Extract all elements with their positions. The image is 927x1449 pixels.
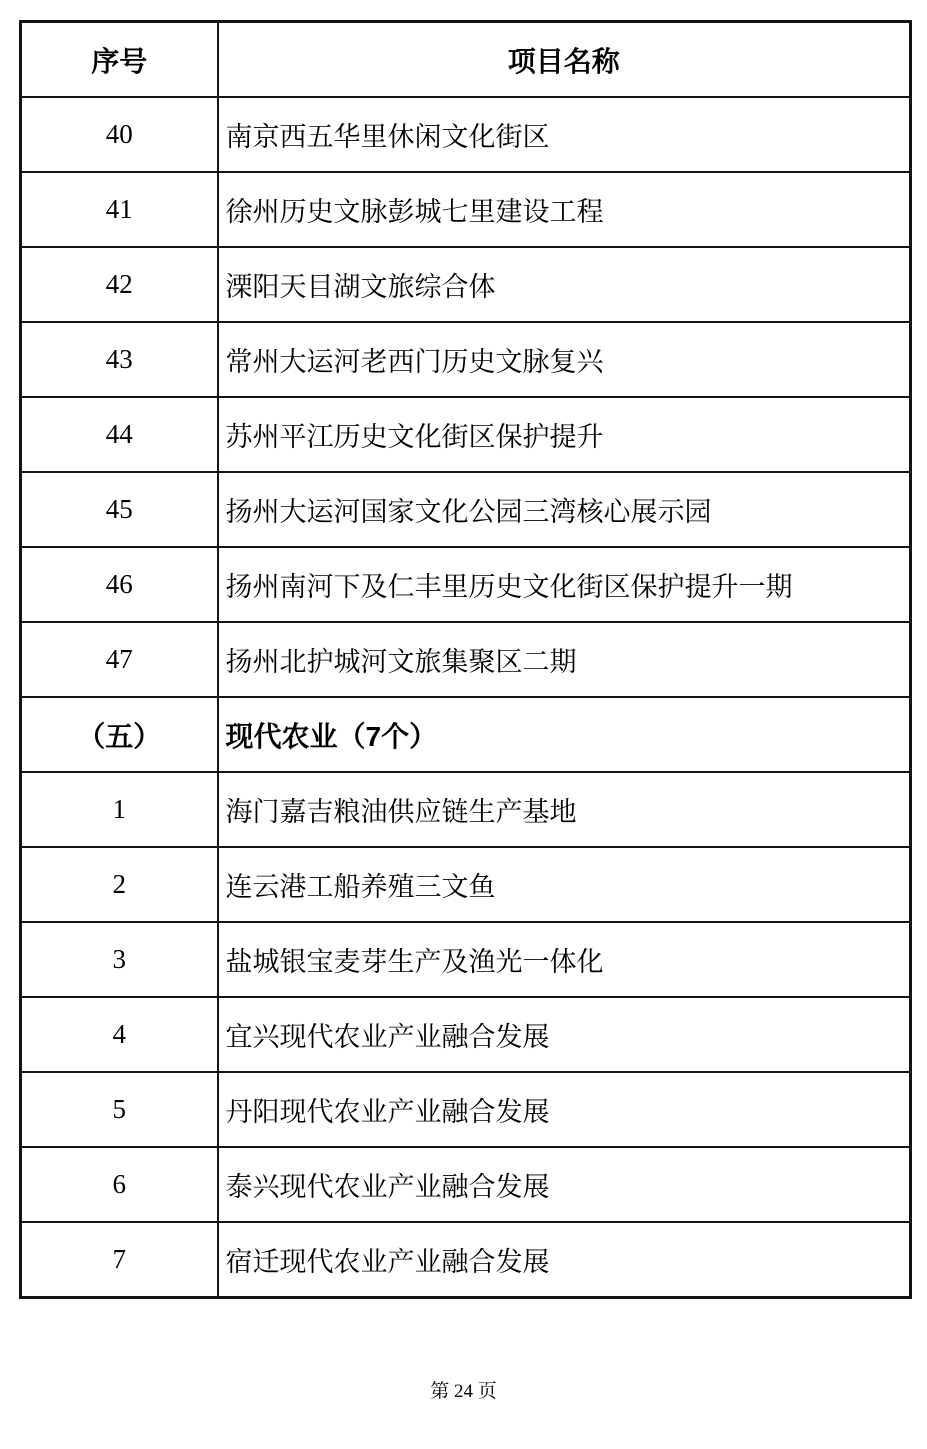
row-number-cell: 45 [21, 472, 218, 547]
table-row [21, 922, 911, 997]
table-row [21, 1147, 911, 1222]
table-row [21, 697, 911, 772]
table-row [21, 247, 911, 322]
project-name-cell: 海门嘉吉粮油供应链生产基地 [218, 772, 911, 847]
table-row [21, 397, 911, 472]
table-row [21, 772, 911, 847]
row-number-cell: 5 [21, 1072, 218, 1147]
page-number-footer: 第 24 页 [430, 1381, 497, 1402]
project-name-cell: 现代农业（7个） [218, 697, 911, 772]
row-number-cell: 2 [21, 847, 218, 922]
project-name-cell: 宿迁现代农业产业融合发展 [218, 1222, 911, 1298]
project-name-cell: 泰兴现代农业产业融合发展 [218, 1147, 911, 1222]
table-row [21, 997, 911, 1072]
table-row [21, 1072, 911, 1147]
row-number-cell: 44 [21, 397, 218, 472]
row-number-cell: 6 [21, 1147, 218, 1222]
project-name-cell: 苏州平江历史文化街区保护提升 [218, 397, 911, 472]
project-name-cell: 扬州南河下及仁丰里历史文化街区保护提升一期 [218, 547, 911, 622]
project-name-cell: 扬州北护城河文旅集聚区二期 [218, 622, 911, 697]
project-name-cell: 扬州大运河国家文化公园三湾核心展示园 [218, 472, 911, 547]
project-name-cell: 溧阳天目湖文旅综合体 [218, 247, 911, 322]
project-name-cell: 常州大运河老西门历史文脉复兴 [218, 322, 911, 397]
project-name-cell: 南京西五华里休闲文化街区 [218, 97, 911, 172]
project-name-cell: 宜兴现代农业产业融合发展 [218, 997, 911, 1072]
table-row [21, 622, 911, 697]
row-number-cell: 47 [21, 622, 218, 697]
table-row [21, 172, 911, 247]
project-name-cell: 连云港工船养殖三文鱼 [218, 847, 911, 922]
table-row [21, 472, 911, 547]
project-name-cell: 丹阳现代农业产业融合发展 [218, 1072, 911, 1147]
row-number-cell: 40 [21, 97, 218, 172]
project-name-cell: 徐州历史文脉彭城七里建设工程 [218, 172, 911, 247]
table-row [21, 322, 911, 397]
project-list-table [19, 20, 912, 1299]
row-number-cell: （五） [21, 697, 218, 772]
header-serial-number: 序号 [21, 22, 218, 98]
project-name-cell: 盐城银宝麦芽生产及渔光一体化 [218, 922, 911, 997]
row-number-cell: 42 [21, 247, 218, 322]
header-row [21, 22, 911, 98]
row-number-cell: 7 [21, 1222, 218, 1298]
row-number-cell: 4 [21, 997, 218, 1072]
table-header [21, 22, 911, 98]
table-row [21, 547, 911, 622]
table-body [21, 97, 911, 1298]
row-number-cell: 46 [21, 547, 218, 622]
table-row [21, 847, 911, 922]
row-number-cell: 3 [21, 922, 218, 997]
row-number-cell: 1 [21, 772, 218, 847]
header-project-name: 项目名称 [218, 22, 911, 98]
table-row [21, 97, 911, 172]
row-number-cell: 43 [21, 322, 218, 397]
row-number-cell: 41 [21, 172, 218, 247]
table-row [21, 1222, 911, 1298]
